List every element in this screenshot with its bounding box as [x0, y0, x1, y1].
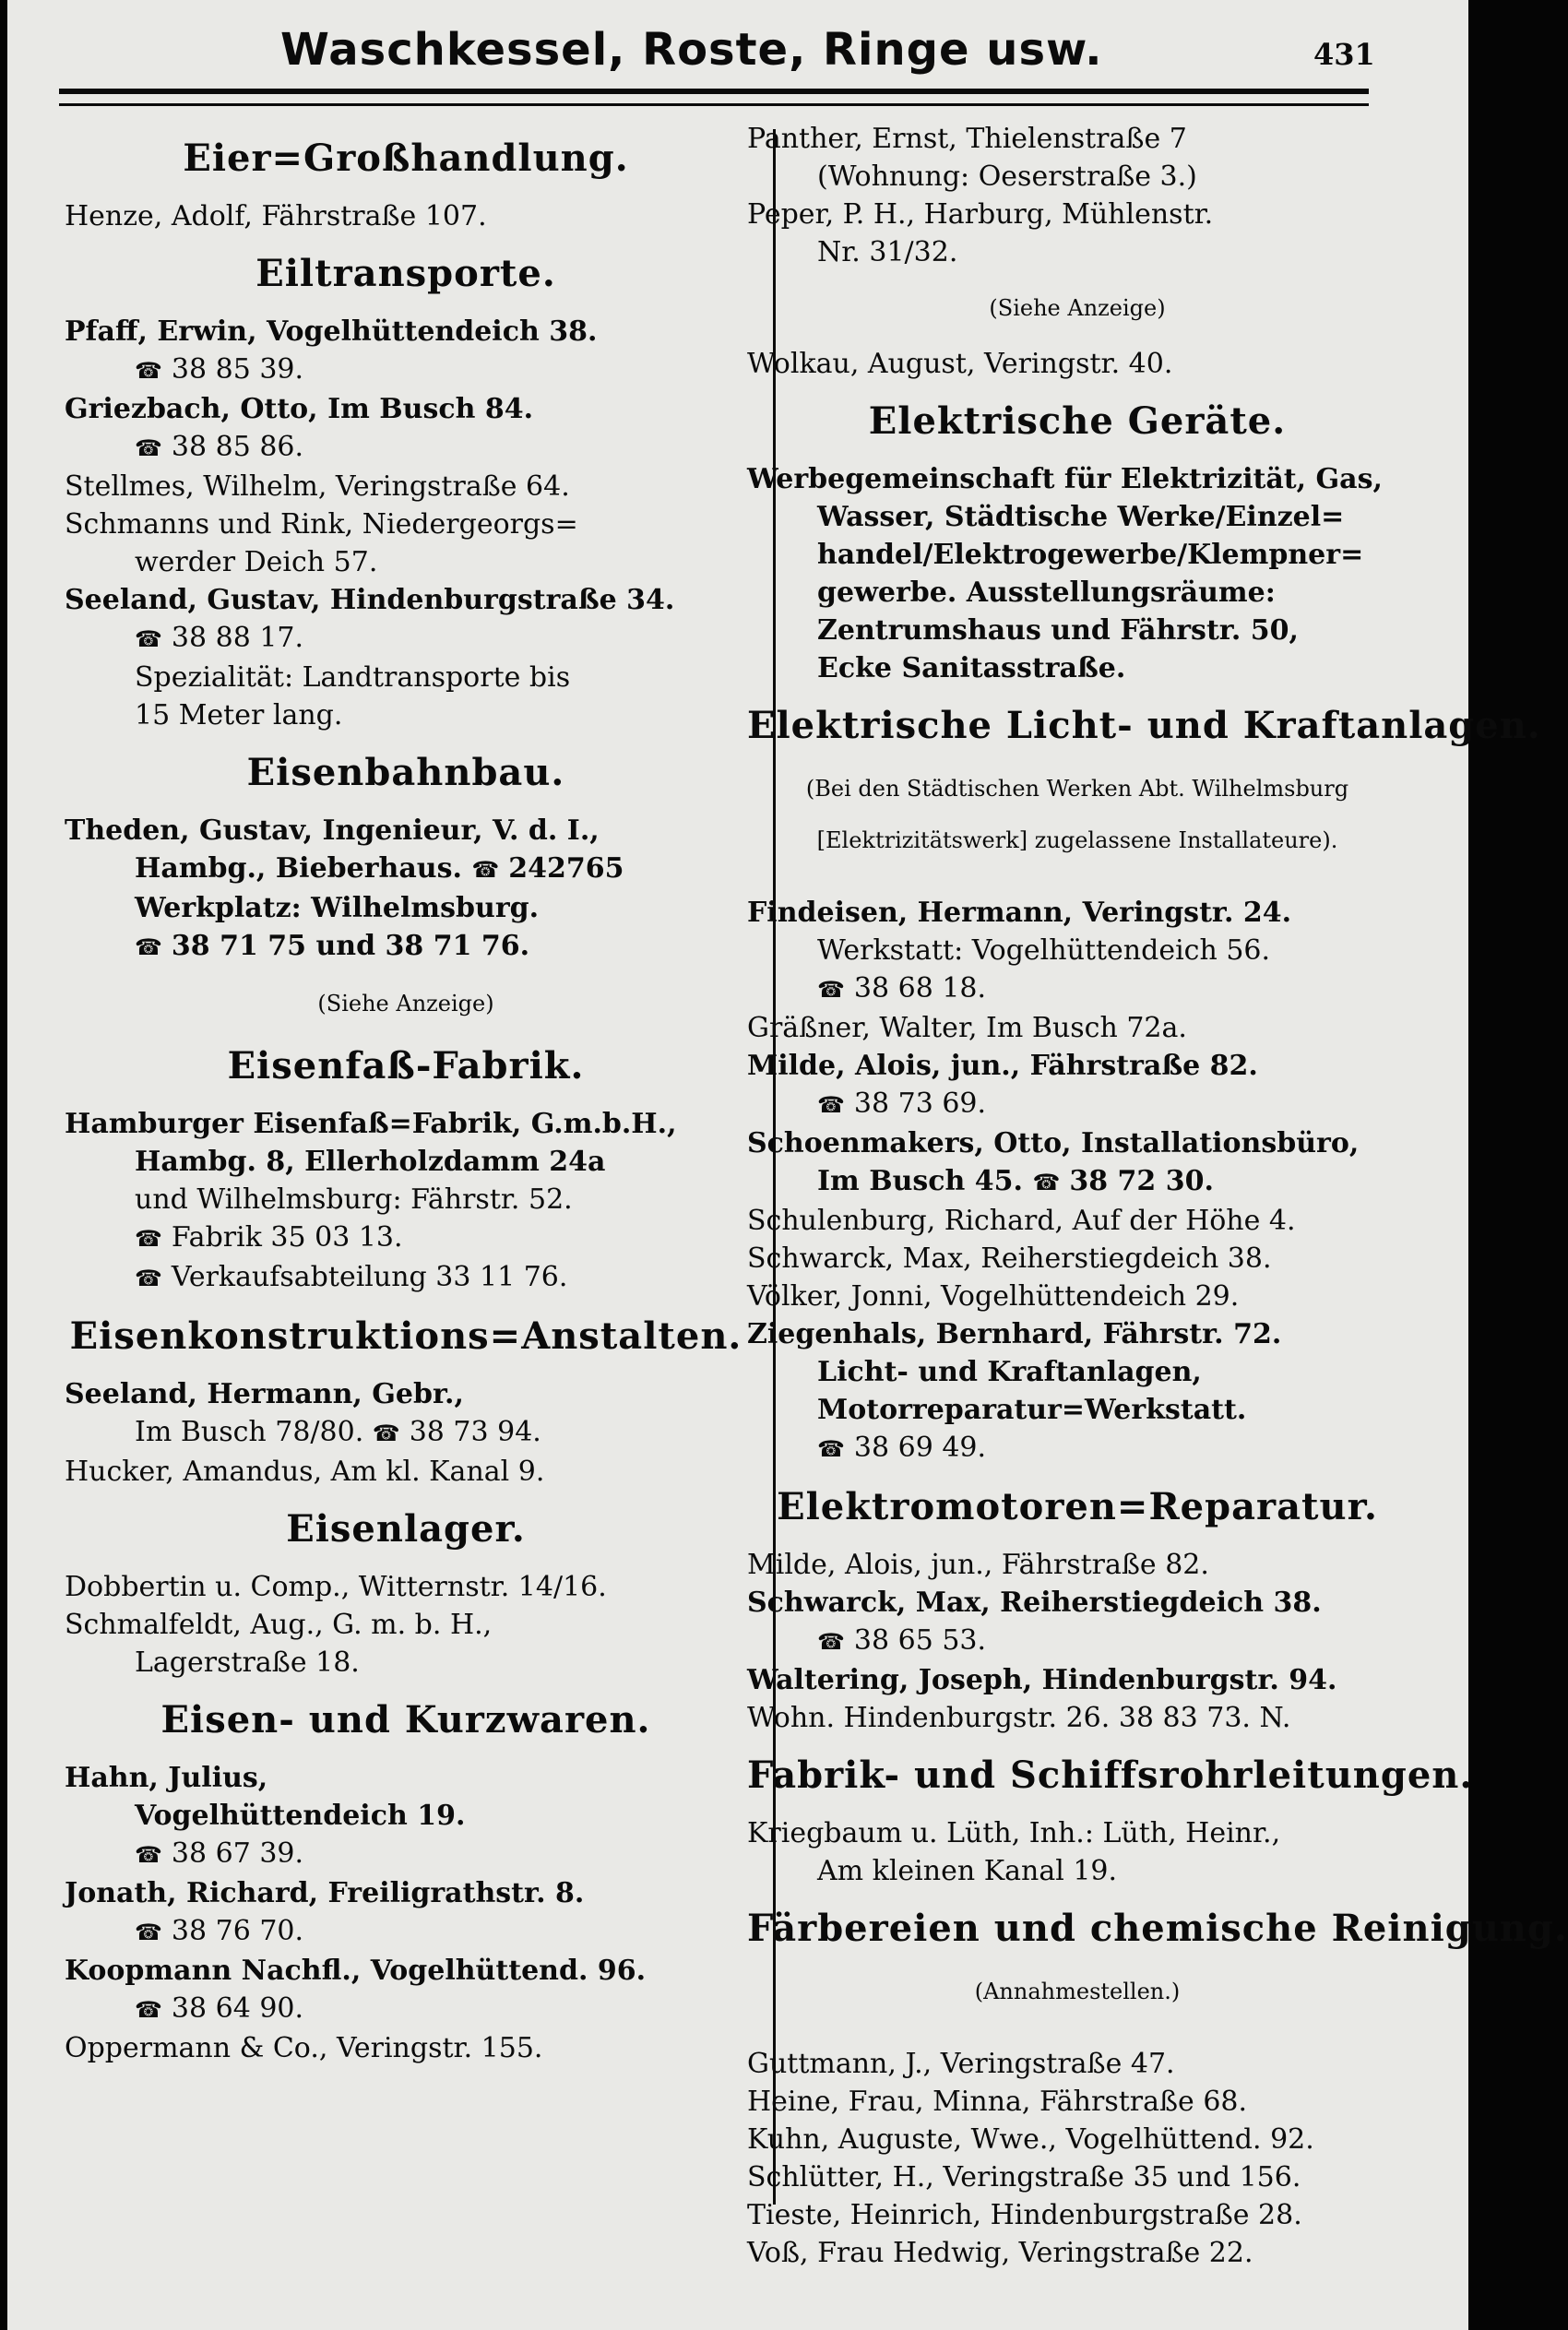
directory-entry-cont: Zentrumshaus und Fährstr. 50,: [817, 614, 1299, 647]
directory-entry: Werbegemeinschaft für Elektrizität, Gas,: [747, 463, 1383, 495]
phone-line: [65, 428, 747, 468]
directory-entry: Kriegbaum u. Lüth, Inh.: Lüth, Heinr.,: [747, 1817, 1281, 1849]
directory-entry: Schulenburg, Richard, Auf der Höhe 4.: [747, 1205, 1296, 1237]
directory-entry-cont: Vogelhüttendeich 19.: [135, 1800, 466, 1832]
section-subnote: (Annahmestellen.): [974, 1979, 1181, 2004]
directory-entry-cont: (Wohnung: Oeserstraße 3.): [817, 160, 1197, 193]
telephone-icon: ☎: [817, 1436, 845, 1462]
spacer: [747, 2028, 1408, 2045]
section-heading: Eisenbahnbau.: [246, 751, 565, 794]
directory-entry-cont: Ecke Sanitasstraße.: [817, 652, 1126, 684]
see-advert-note: (Siehe Anzeige): [989, 295, 1166, 321]
directory-entry: Waltering, Joseph, Hindenburgstr. 94.: [747, 1664, 1337, 1696]
phone-number: 38 71 75 und 38 71 76.: [171, 930, 530, 962]
telephone-icon: ☎: [471, 857, 500, 883]
directory-entry-cont: Nr. 31/32.: [817, 236, 958, 268]
section-heading: Eier=Großhandlung.: [183, 137, 629, 180]
section-heading: Eisen- und Kurzwaren.: [160, 1698, 651, 1742]
directory-entry: Schmalfeldt, Aug., G. m. b. H.,: [65, 1609, 493, 1641]
see-advert-note: (Siehe Anzeige): [317, 991, 494, 1016]
section-heading: Eiltransporte.: [255, 252, 556, 295]
phone-line: [747, 1622, 1408, 1661]
directory-entry-cont: gewerbe. Ausstellungsräume:: [817, 577, 1276, 609]
entry-text: Im Busch 78/80.: [135, 1416, 364, 1448]
phone-number: 38 85 86.: [171, 431, 304, 463]
directory-page: [7, 0, 1568, 2330]
directory-entry-cont: Wasser, Städtische Werke/Einzel=: [817, 501, 1345, 533]
phone-text: Fabrik 35 03 13.: [171, 1221, 403, 1254]
phone-number: 38 72 30.: [1069, 1165, 1214, 1197]
section-heading: Elektrische Licht- und Kraftanlagen.: [747, 704, 1541, 747]
section-heading: Fabrik- und Schiffsrohrleitungen.: [747, 1753, 1474, 1797]
telephone-icon: ☎: [135, 934, 162, 960]
phone-line: [65, 1835, 747, 1874]
telephone-icon: ☎: [135, 358, 162, 384]
telephone-icon: ☎: [135, 1842, 162, 1868]
directory-entry: Oppermann & Co., Veringstr. 155.: [65, 2032, 543, 2064]
phone-number: 242765: [508, 852, 624, 885]
telephone-icon: ☎: [135, 1226, 162, 1252]
section-subnote: [Elektrizitätswerk] zugelassene Installateure).: [816, 827, 1338, 853]
telephone-icon: ☎: [372, 1421, 400, 1446]
phone-line: [65, 1258, 747, 1298]
directory-entry: Pfaff, Erwin, Vogelhüttendeich 38.: [65, 315, 598, 348]
directory-entry: Schmanns und Rink, Niedergeorgs=: [65, 508, 578, 541]
phone-number: 38 69 49.: [853, 1432, 987, 1464]
directory-entry: Milde, Alois, jun., Fährstraße 82.: [747, 1549, 1209, 1581]
phone-line: [65, 927, 747, 967]
phone-number: 38 64 90.: [171, 1992, 304, 2025]
left-column: [65, 120, 747, 2067]
directory-entry-cont: Am kleinen Kanal 19.: [817, 1855, 1118, 1887]
section-heading: Eisenkonstruktions=Anstalten.: [69, 1314, 742, 1358]
directory-entry: Seeland, Gustav, Hindenburgstraße 34.: [65, 584, 675, 616]
directory-entry: Tieste, Heinrich, Hindenburgstraße 28.: [747, 2199, 1302, 2231]
phone-line: [747, 1429, 1408, 1468]
phone-line: [65, 351, 747, 390]
phone-line: [65, 1990, 747, 2029]
directory-entry-cont: [65, 850, 747, 889]
directory-entry: Henze, Adolf, Fährstraße 107.: [65, 200, 487, 232]
directory-entry-cont: handel/Elektrogewerbe/Klempner=: [817, 539, 1364, 571]
phone-text: Verkaufsabteilung 33 11 76.: [171, 1261, 568, 1293]
directory-entry-cont: und Wilhelmsburg: Fährstr. 52.: [135, 1183, 573, 1216]
header-rule-thin: [59, 103, 1369, 106]
directory-entry: Schlütter, H., Veringstraße 35 und 156.: [747, 2161, 1301, 2193]
directory-entry: Theden, Gustav, Ingenieur, V. d. I.,: [65, 814, 600, 847]
directory-entry-cont: Spezialität: Landtransporte bis: [135, 661, 571, 694]
phone-number: 38 73 69.: [853, 1088, 987, 1120]
telephone-icon: ☎: [817, 1629, 845, 1655]
directory-entry: Milde, Alois, jun., Fährstraße 82.: [747, 1050, 1258, 1082]
section-heading: Eisenfaß-Fabrik.: [227, 1044, 585, 1088]
directory-entry: Peper, P. H., Harburg, Mühlenstr.: [747, 198, 1214, 231]
section-heading: Elektromotoren=Reparatur.: [777, 1485, 1378, 1528]
right-column: [747, 120, 1568, 2272]
phone-number: 38 67 39.: [171, 1837, 304, 1870]
phone-line: [65, 1912, 747, 1952]
directory-entry: Guttmann, J., Veringstraße 47.: [747, 2048, 1175, 2080]
telephone-icon: ☎: [135, 626, 162, 652]
phone-number: 38 73 94.: [409, 1416, 541, 1448]
directory-entry: Voß, Frau Hedwig, Veringstraße 22.: [747, 2237, 1253, 2269]
directory-entry: Schoenmakers, Otto, Installationsbüro,: [747, 1127, 1360, 1159]
page-number: 431: [1313, 37, 1375, 72]
telephone-icon: ☎: [135, 435, 162, 461]
phone-line: [65, 1218, 747, 1258]
directory-entry: Jonath, Richard, Freiligrathstr. 8.: [65, 1877, 585, 1909]
directory-entry: Wolkau, August, Veringstr. 40.: [747, 348, 1173, 380]
entry-text: Im Busch 45.: [817, 1165, 1023, 1197]
directory-entry-cont: Lagerstraße 18.: [135, 1646, 360, 1679]
phone-number: 38 68 18.: [853, 972, 987, 1005]
section-heading: Elektrische Geräte.: [868, 399, 1287, 443]
phone-number: 38 88 17.: [171, 622, 304, 654]
directory-entry: Kuhn, Auguste, Wwe., Vogelhüttend. 92.: [747, 2123, 1314, 2156]
telephone-icon: ☎: [135, 1266, 162, 1291]
directory-entry: Ziegenhals, Bernhard, Fährstr. 72.: [747, 1318, 1282, 1350]
section-subnote: (Bei den Städtischen Werken Abt. Wilhelmsburg: [805, 776, 1349, 802]
directory-entry-cont: Hambg. 8, Ellerholzdamm 24a: [135, 1146, 606, 1178]
section-heading: Eisenlager.: [286, 1507, 526, 1551]
phone-number: 38 65 53.: [853, 1624, 987, 1657]
directory-entry: Wohn. Hindenburgstr. 26. 38 83 73. N.: [747, 1702, 1291, 1734]
phone-line: [747, 969, 1408, 1009]
header-rule-thick: [59, 89, 1369, 94]
directory-entry-cont: werder Deich 57.: [135, 546, 378, 578]
directory-entry: Schwarck, Max, Reiherstiegdeich 38.: [747, 1587, 1322, 1619]
telephone-icon: ☎: [135, 1997, 162, 2023]
directory-entry: Hamburger Eisenfaß=Fabrik, G.m.b.H.,: [65, 1108, 677, 1140]
phone-line: [747, 1085, 1408, 1124]
phone-line: [65, 619, 747, 659]
directory-entry: Hahn, Julius,: [65, 1762, 268, 1794]
directory-entry-cont: [65, 1413, 747, 1453]
directory-entry: Dobbertin u. Comp., Witternstr. 14/16.: [65, 1571, 607, 1603]
directory-entry: Seeland, Hermann, Gebr.,: [65, 1378, 464, 1410]
directory-entry: Findeisen, Hermann, Veringstr. 24.: [747, 897, 1292, 929]
telephone-icon: ☎: [1032, 1170, 1061, 1195]
spacer: [747, 877, 1408, 894]
directory-entry: Panther, Ernst, Thielenstraße 7: [747, 123, 1187, 155]
directory-entry: Koopmann Nachfl., Vogelhüttend. 96.: [65, 1955, 647, 1987]
phone-number: 38 76 70.: [171, 1915, 304, 1947]
telephone-icon: ☎: [817, 1092, 845, 1118]
directory-entry: Gräßner, Walter, Im Busch 72a.: [747, 1012, 1187, 1044]
directory-entry: Stellmes, Wilhelm, Veringstraße 64.: [65, 470, 570, 503]
directory-entry-cont: Werkplatz: Wilhelmsburg.: [135, 892, 540, 924]
directory-entry-cont: 15 Meter lang.: [135, 699, 343, 731]
directory-entry: Schwarck, Max, Reiherstiegdeich 38.: [747, 1242, 1272, 1275]
directory-entry-cont: Werkstatt: Vogelhüttendeich 56.: [817, 934, 1271, 967]
telephone-icon: ☎: [817, 977, 845, 1003]
phone-number: 38 85 39.: [171, 353, 304, 386]
entry-text: Hambg., Bieberhaus.: [135, 852, 462, 885]
telephone-icon: ☎: [135, 1920, 162, 1945]
directory-entry: Völker, Jonni, Vogelhüttendeich 29.: [747, 1280, 1240, 1313]
directory-entry: Griezbach, Otto, Im Busch 84.: [65, 393, 534, 425]
directory-entry-cont: Licht- und Kraftanlagen,: [817, 1356, 1202, 1388]
directory-entry-cont: [747, 1162, 1408, 1202]
directory-entry: Heine, Frau, Minna, Fährstraße 68.: [747, 2086, 1248, 2118]
directory-entry-cont: Motorreparatur=Werkstatt.: [817, 1394, 1247, 1426]
page-header-title: Waschkessel, Roste, Ringe usw.: [280, 24, 1103, 76]
directory-entry: Hucker, Amandus, Am kl. Kanal 9.: [65, 1456, 545, 1488]
section-heading: Färbereien und chemische Reinigung.: [747, 1907, 1568, 1950]
